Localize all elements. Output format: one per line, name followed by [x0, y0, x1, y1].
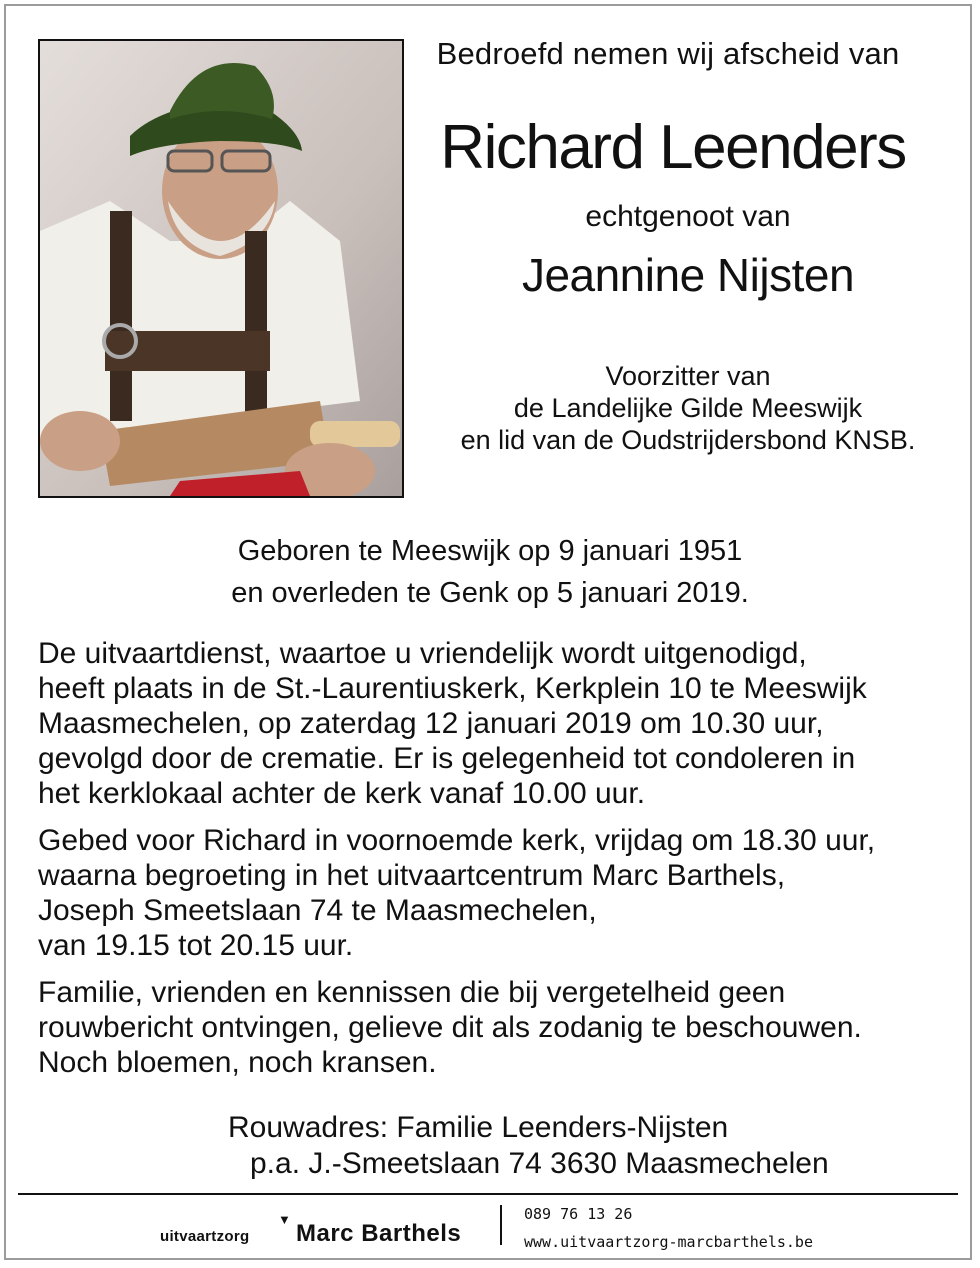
footer-separator — [500, 1205, 502, 1245]
role-line: de Landelijke Gilde Meeswijk — [513, 393, 863, 423]
role-line: en lid van de Oudstrijdersbond KNSB. — [460, 425, 916, 455]
text-line: gevolgd door de crematie. Er is gelegenheid tot condoleren in — [38, 742, 856, 775]
text-line: Familie, vrienden en kennissen die bij vergetelheid geen — [38, 976, 786, 1009]
dates-block — [40, 530, 940, 614]
deceased-name: Richard Leenders — [440, 113, 906, 182]
text-line: Joseph Smeetslaan 74 te Maasmechelen, — [38, 894, 597, 927]
body-text — [38, 636, 940, 1092]
spouse-name: Jeannine Nijsten — [521, 249, 855, 301]
intro-text: Bedroefd nemen wij afscheid van — [436, 36, 900, 71]
role-line: Voorzitter van — [605, 361, 771, 391]
triangle-icon: ▼ — [278, 1212, 291, 1227]
text-line: heeft plaats in de St.-Laurentiuskerk, Kerkplein 10 te Meeswijk — [38, 672, 867, 705]
phone-number: 089 76 13 26 — [524, 1205, 633, 1223]
prayer-paragraph — [38, 823, 940, 963]
text-line: waarna begroeting in het uitvaartcentrum Marc Barthels, — [38, 859, 786, 892]
text-line: De uitvaartdienst, waartoe u vriendelijk wordt uitgenodigd, — [38, 637, 807, 670]
portrait-photo — [38, 39, 404, 498]
family-paragraph — [38, 975, 940, 1080]
roles-block — [418, 360, 958, 456]
brand-name: Marc Barthels — [296, 1220, 462, 1247]
brand-subtitle: uitvaartzorg — [160, 1228, 250, 1245]
service-paragraph — [38, 636, 940, 811]
website-link[interactable]: www.uitvaartzorg-marcbarthels.be — [524, 1233, 813, 1251]
text-line: het kerklokaal achter de kerk vanaf 10.00 uur. — [38, 777, 646, 810]
text-line: Maasmechelen, op zaterdag 12 januari 2019 om 10.30 uur, — [38, 707, 824, 740]
spouse-label: echtgenoot van — [585, 200, 791, 233]
death-line: en overleden te Genk op 5 januari 2019. — [231, 577, 749, 609]
text-line: rouwbericht ontvingen, gelieve dit als zodanig te beschouwen. — [38, 1011, 862, 1044]
contact-block — [524, 1200, 813, 1256]
text-line: van 19.15 tot 20.15 uur. — [38, 929, 354, 962]
text-line: Gebed voor Richard in voornoemde kerk, vrijdag om 18.30 uur, — [38, 824, 876, 857]
footer-divider — [18, 1193, 958, 1195]
text-line: Noch bloemen, noch kransen. — [38, 1046, 437, 1079]
address-line-1: Rouwadres: Familie Leenders-Nijsten — [228, 1111, 729, 1144]
portrait-illustration — [40, 41, 402, 496]
birth-line: Geboren te Meeswijk op 9 januari 1951 — [237, 535, 743, 567]
address-line-2: p.a. J.-Smeetslaan 74 3630 Maasmechelen — [250, 1147, 829, 1180]
